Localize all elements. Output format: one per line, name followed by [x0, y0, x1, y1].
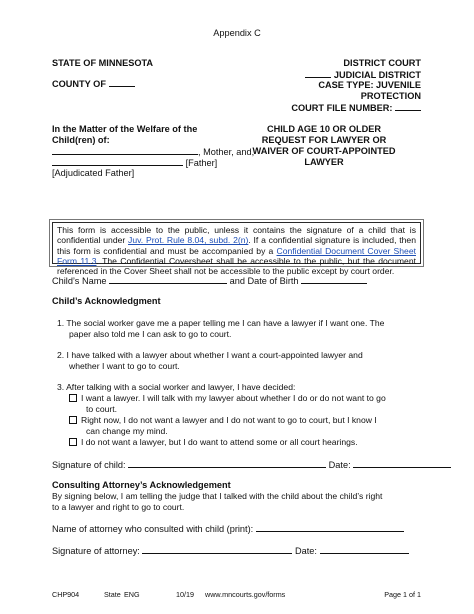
child-ack-heading: Child’s Acknowledgment	[52, 296, 161, 306]
state-label: STATE OF MINNESOTA	[52, 58, 154, 68]
item-1-line-2: paper also told me I can ask to go to court.	[69, 329, 232, 339]
district-blank[interactable]	[305, 69, 331, 78]
footer-revision-date: 10/19	[176, 590, 194, 599]
option-want-lawyer-cont: to court.	[86, 404, 118, 414]
attorney-ack-heading: Consulting Attorney’s Acknowledgement	[52, 480, 231, 490]
item-2-line-1: 2. I have talked with a lawyer about whether I want a court-appointed lawyer and	[57, 350, 363, 360]
father-line: [Father]	[52, 157, 217, 168]
attorney-name-row: Name of attorney who consulted with child (print):	[52, 523, 404, 534]
child-name-field[interactable]	[109, 275, 227, 284]
file-number-blank[interactable]	[395, 102, 421, 111]
case-type-label-2: PROTECTION	[360, 91, 421, 101]
county-label: COUNTY OF	[52, 78, 135, 89]
child-name-row: Child’s Name and Date of Birth	[52, 275, 367, 286]
father-name-blank[interactable]	[52, 157, 183, 166]
attorney-signature-field[interactable]	[142, 545, 292, 554]
doc-title-line-3: WAIVER OF COURT-APPOINTED	[252, 146, 396, 156]
case-type-label: CASE TYPE: JUVENILE	[318, 80, 421, 90]
attorney-signature-row: Signature of attorney: Date:	[52, 545, 409, 556]
child-signature-field[interactable]	[128, 459, 326, 468]
attorney-ack-text-2: to a lawyer and right to go to court.	[52, 502, 185, 512]
county-blank[interactable]	[109, 78, 135, 87]
child-dob-field[interactable]	[301, 275, 367, 284]
footer-form-number: CHP904	[52, 590, 80, 599]
doc-title-line-1: CHILD AGE 10 OR OLDER	[266, 124, 381, 134]
item-1-line-1: 1. The social worker gave me a paper telling me I can have a lawyer if I want one. The	[57, 318, 385, 328]
doc-title-line-4: LAWYER	[304, 157, 344, 167]
footer-language: ENG	[124, 590, 140, 599]
doc-title-line-2: REQUEST FOR LAWYER OR	[261, 135, 387, 145]
juv-prot-rule-link[interactable]: Juv. Prot. Rule 8.04, subd. 2(n)	[128, 235, 249, 246]
child-signature-row: Signature of child: Date:	[52, 459, 451, 470]
attorney-name-field[interactable]	[256, 523, 404, 532]
child-signature-date-field[interactable]	[353, 459, 451, 468]
want-lawyer-checkbox[interactable]	[69, 394, 77, 402]
cover-sheet-form-link[interactable]: Confidential Document Cover Sheet Form 11.3	[57, 245, 416, 266]
footer-page-number: Page 1 of 1	[384, 590, 421, 599]
attorney-ack-text-1: By signing below, I am telling the judge that I talked with the child about the child’s right	[52, 491, 383, 501]
appendix-label: Appendix C	[213, 28, 261, 38]
adjudicated-father-label: [Adjudicated Father]	[52, 168, 135, 178]
item-2-line-2: whether I want to go to court.	[69, 361, 180, 371]
court-label: DISTRICT COURT	[343, 58, 421, 68]
matter-line-1: In the Matter of the Welfare of the	[52, 124, 198, 134]
item-3-label: 3. After talking with a social worker and lawyer, I have decided:	[57, 382, 296, 392]
district-label: JUDICIAL DISTRICT	[305, 69, 421, 80]
mother-line: , Mother, and,	[52, 146, 254, 157]
footer-forms-url[interactable]: www.mncourts.gov/forms	[205, 590, 286, 599]
matter-line-2: Child(ren) of:	[52, 135, 110, 145]
mother-name-blank[interactable]	[52, 146, 198, 155]
option-attend-hearings: I do not want a lawyer, but I do want to attend some or all court hearings.	[69, 437, 358, 447]
option-want-lawyer: I want a lawyer. I will talk with my lawyer about whether I do or do not want to go	[69, 393, 386, 403]
footer-state: State	[104, 590, 121, 599]
attend-hearings-checkbox[interactable]	[69, 438, 77, 446]
option-no-lawyer-cont: can change my mind.	[86, 426, 168, 436]
attorney-signature-date-field[interactable]	[320, 545, 409, 554]
court-file-number: COURT FILE NUMBER:	[291, 102, 421, 113]
confidentiality-notice: This form is accessible to the public, unless it contains the signature of a child that is confidential under Juv. Prot. Rule 8.04, subd. 2(n). If a confidential signature is included, then this form is confidential and must be accompanied by a Confidential Document Cover Sheet Form 11.3. The Confidential Coversheet shall be accessible to the public, but the document referenced in the Cover Sheet shall not be accessible to the public except by court order.	[52, 222, 421, 264]
no-lawyer-checkbox[interactable]	[69, 416, 77, 424]
option-no-lawyer: Right now, I do not want a lawyer and I do not want to go to court, but I know I	[69, 415, 377, 425]
